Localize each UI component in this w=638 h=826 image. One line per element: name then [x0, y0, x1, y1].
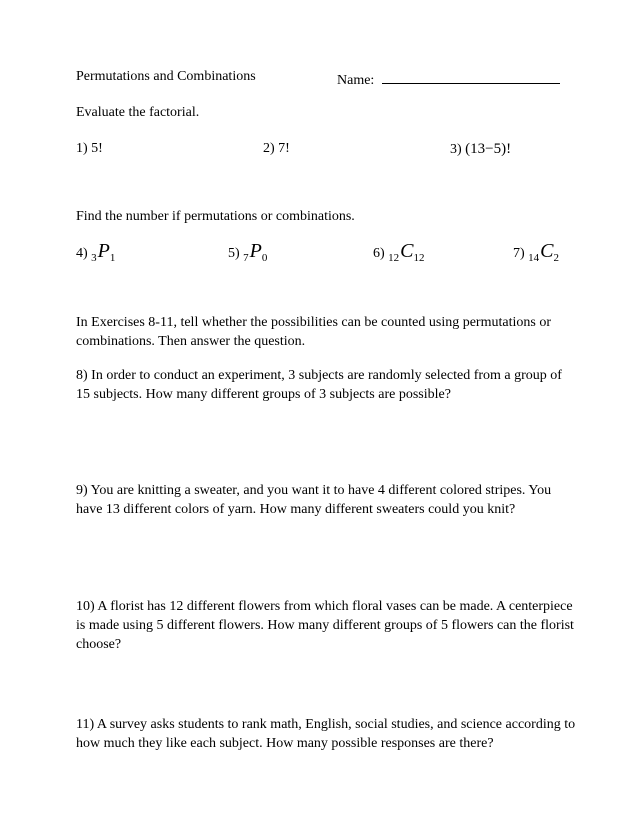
problem-4	[76, 242, 115, 263]
section-perm-comb-heading: Find the number if permutations or combinations.	[76, 209, 355, 224]
exercise-11: 11) A survey asks students to rank math, English, social studies, and science according to how much they like each subject. How many possible responses are there?	[76, 717, 576, 751]
problem-2	[263, 140, 290, 158]
exercise-8: 8) In order to conduct an experiment, 3 subjects are randomly selected from a group of 15 subjects. How many different groups of 3 subjects are possible?	[76, 368, 562, 402]
problem-number: 6)	[373, 246, 385, 261]
name-label: Name:	[337, 73, 375, 88]
problem-prescript: 3	[91, 252, 97, 264]
problem-prescript: 12	[388, 252, 400, 264]
problem-subscript: 12	[413, 252, 425, 264]
problem-letter: C	[540, 240, 554, 262]
problem-number: 1)	[76, 141, 88, 156]
problem-prescript: 14	[528, 252, 540, 264]
problem-letter: P	[97, 240, 110, 262]
problem-letter: P	[249, 240, 262, 262]
problem-number: 4)	[76, 246, 88, 261]
problem-number: 7)	[513, 246, 525, 261]
name-field[interactable]	[337, 68, 560, 90]
problem-3	[450, 140, 511, 159]
worksheet-title: Permutations and Combinations	[76, 69, 256, 84]
name-blank-line[interactable]	[382, 68, 560, 84]
problem-prescript: 7	[243, 252, 249, 264]
problem-7	[513, 242, 559, 263]
problem-expression: 7!	[278, 141, 290, 156]
exercises-intro: In Exercises 8-11, tell whether the possibilities can be counted using permutations or combinations. Then answer the question.	[76, 315, 551, 349]
problem-number: 3)	[450, 142, 462, 157]
problem-subscript: 1	[109, 252, 116, 264]
section-evaluate-heading: Evaluate the factorial.	[76, 105, 200, 120]
problem-subscript: 2	[553, 252, 560, 264]
exercise-10: 10) A florist has 12 different flowers from which floral vases can be made. A centerpiece is made using 5 different flowers. How many different groups of 5 flowers can the florist choose?	[76, 599, 574, 652]
problem-number: 2)	[263, 141, 275, 156]
problem-5	[228, 242, 267, 263]
problem-6	[373, 242, 425, 263]
problem-number: 5)	[228, 246, 240, 261]
problem-subscript: 0	[261, 252, 268, 264]
problem-letter: C	[400, 240, 414, 262]
problem-1	[76, 140, 103, 158]
exercise-9: 9) You are knitting a sweater, and you want it to have 4 different colored stripes. You have 13 different colors of yarn. How many different sweaters could you knit?	[76, 483, 552, 517]
problem-expression: 5!	[91, 141, 103, 156]
problem-expression: (13−5)!	[465, 141, 512, 157]
